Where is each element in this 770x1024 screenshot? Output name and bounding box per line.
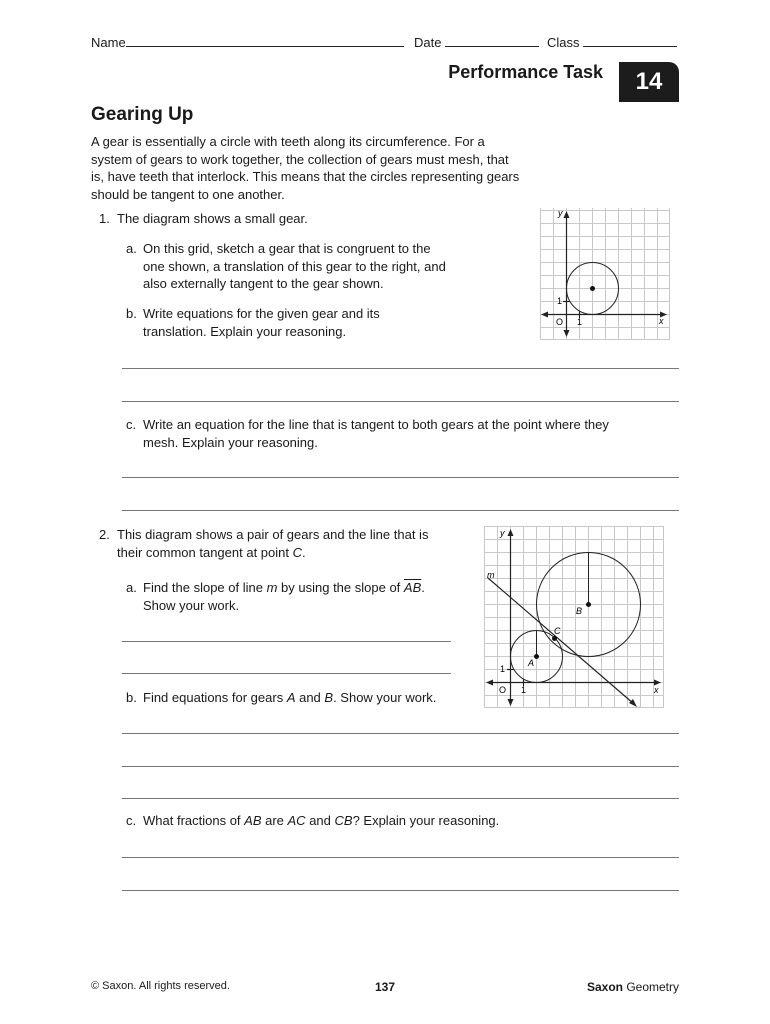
answer-line[interactable] xyxy=(122,477,679,478)
point-b-label: B xyxy=(576,606,583,616)
q2-x-label: x xyxy=(654,685,659,695)
q2a-text-2: by using the slope of xyxy=(277,580,404,595)
brand-bold: Saxon xyxy=(586,980,623,994)
q1-x-label: x xyxy=(659,316,664,326)
q2-text xyxy=(117,526,457,561)
class-field[interactable] xyxy=(547,34,677,50)
answer-line[interactable] xyxy=(122,857,679,858)
name-field[interactable] xyxy=(91,34,404,50)
brand-rest: Geometry xyxy=(622,980,679,994)
answer-line[interactable] xyxy=(122,510,679,511)
q2a-text-3: . xyxy=(421,580,425,595)
q2-number: 2. xyxy=(99,527,110,542)
q2b-text-2: and xyxy=(295,690,325,705)
line-m-label: m xyxy=(487,570,495,580)
point-a xyxy=(534,654,539,659)
q2b-label: b. xyxy=(126,690,137,705)
tangent-line-m xyxy=(488,578,634,704)
point-b xyxy=(586,602,591,607)
answer-line[interactable] xyxy=(122,401,679,402)
q2c-label: c. xyxy=(126,813,137,828)
answer-line[interactable] xyxy=(122,890,679,891)
point-a-label: A xyxy=(528,658,535,668)
q2a-label: a. xyxy=(126,580,137,595)
class-label: Class xyxy=(547,35,580,50)
q1a-label: a. xyxy=(126,241,137,256)
q2b-text-1: Find equations for gears xyxy=(143,690,287,705)
q1b-label: b. xyxy=(126,306,137,321)
brand xyxy=(587,980,679,994)
page-number: 137 xyxy=(375,980,396,994)
name-label: Name xyxy=(91,35,126,50)
q2a-text xyxy=(143,579,463,597)
q2a-segment-ab: $\overline{AB}$ xyxy=(403,580,422,595)
performance-task-label: Performance Task xyxy=(448,62,603,82)
q1-one-y-label: 1 xyxy=(557,296,563,306)
q2-one-x-label: 1 xyxy=(521,685,527,695)
q2c-text xyxy=(143,812,643,830)
answer-line[interactable] xyxy=(122,733,679,734)
q2c-text-2: are xyxy=(261,813,288,828)
q1-number: 1. xyxy=(99,211,110,226)
q2-point-c: C xyxy=(292,544,302,560)
date-label: Date xyxy=(414,35,442,50)
q2-text-end: . xyxy=(302,544,306,560)
q2c-ab: AB xyxy=(244,813,262,828)
q1-origin-label: O xyxy=(556,317,564,327)
q2-one-y-label: 1 xyxy=(500,664,506,674)
answer-line[interactable] xyxy=(122,641,451,642)
q1-text: The diagram shows a small gear. xyxy=(117,211,308,226)
q2c-ac: AC xyxy=(287,813,306,828)
page-title: Gearing Up xyxy=(91,104,194,125)
date-field[interactable] xyxy=(414,34,539,50)
q1b-text: Write equations for the given gear and its translation. Explain your reasoning. xyxy=(143,306,380,339)
q1-gear-center xyxy=(590,286,595,291)
intro-paragraph: A gear is essentially a circle with teeth along its circumference. For a system of gears to work together, the collection of gears must mesh, that is, have teeth that interlock. This means that the circles representing gears should be tangent to one another. xyxy=(91,134,520,202)
q2a-line-m: m xyxy=(266,580,278,595)
answer-line[interactable] xyxy=(122,798,679,799)
q1-y-label: y xyxy=(558,208,563,218)
answer-line[interactable] xyxy=(122,766,679,767)
q2b-gear-a: A xyxy=(286,690,296,705)
copyright: © Saxon. All rights reserved. xyxy=(91,980,230,992)
point-c xyxy=(552,636,557,641)
q1c-text: Write an equation for the line that is tangent to both gears at the point where they mesh. Explain your reasoning. xyxy=(143,417,609,450)
q1-one-x-label: 1 xyxy=(577,317,583,327)
q2c-text-3: and xyxy=(305,813,335,828)
q2c-cb: CB xyxy=(334,813,353,828)
q1c-label: c. xyxy=(126,417,137,432)
q2-origin-label: O xyxy=(499,685,507,695)
q2a-text-1: Find the slope of line xyxy=(143,580,267,595)
task-number-badge: 14 xyxy=(619,62,679,102)
q2b-gear-b: B xyxy=(324,690,334,705)
q1-graph xyxy=(540,208,670,340)
q2-y-label: y xyxy=(500,528,505,538)
q2-text-start: This diagram shows a pair of gears and the line that is their common tangent at point xyxy=(117,527,429,560)
q2c-text-4: ? Explain your reasoning. xyxy=(352,813,500,828)
q2a-show-work: Show your work. xyxy=(143,598,240,613)
q2b-text xyxy=(143,689,463,707)
q2-graph xyxy=(484,526,664,708)
point-c-label: C xyxy=(554,626,561,636)
answer-line[interactable] xyxy=(122,673,451,674)
answer-line[interactable] xyxy=(122,368,679,369)
q2c-text-1: What fractions of xyxy=(143,813,245,828)
q2b-text-3: . Show your work. xyxy=(333,690,437,705)
q1a-text: On this grid, sketch a gear that is congruent to the one shown, a translation of this gear to the right, and also externally tangent to the gear shown. xyxy=(143,241,446,291)
